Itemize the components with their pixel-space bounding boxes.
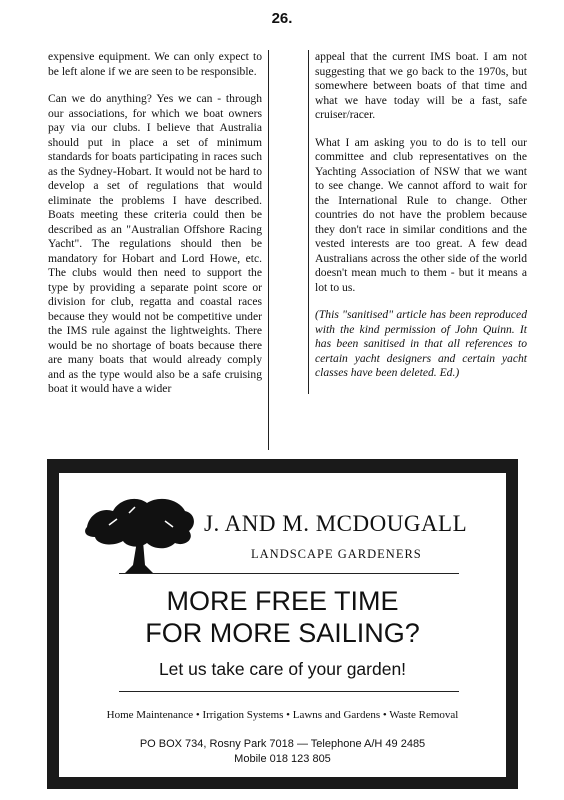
divider [119,691,459,692]
article-left-column [48,50,269,450]
company-name: J. AND M. MCDOUGALL [204,511,468,536]
contact-info [59,737,506,767]
article-paragraph: Can we do anything? Yes we can - through our associations, for which we boat owners pay via our clubs. I believe that Australia should put in place a set of minimum standards for boats participating in races such as the Sydney-Hobart. It would not be hard to develop a set of regulations that would eliminate the problems I have described. Boats meeting these criteria could then be described as an "Australian Offshore Racing Yacht". The regulations should then be mandatory for Hobart and Lord Howe, etc. The clubs would then need to support the type by providing a separate point score or division for club, regatta and coastal races because they would not be competitive under the IMS rule against the lightweights. There would be no shortage of boats because there are many boats that would already comply and as the type would also be a safe cruising boat it would have a wider [48,92,262,395]
contact-address: PO BOX 734, Rosny Park 7018 — Telephone A/H 49 2485 [139,738,426,750]
services-list: Home Maintenance • Irrigation Systems • Lawns and Gardens • Waste Removal [106,709,459,721]
divider [119,573,459,574]
editor-note: (This "sanitised" article has been reproduced with the kind permission of John Quinn. It has been sanitised in that all references to certain yacht designers and certain yacht classes have been deleted. Ed.) [315,308,527,379]
ad-headline-line-1: MORE FREE TIME [166,586,399,616]
article-paragraph: What I am asking you to do is to tell our committee and club representatives on the Yachting Association of NSW that we want to see change. We cannot afford to wait for the International Rule to change. Other countries do not have the problem because they don't race in similar conditions and the vested interests are too great. A few dead Australians across the other side of the world doesn't mean much to them - but it means a lot to us. [315,135,527,294]
ad-tagline: Let us take care of your garden! [158,659,407,679]
article-paragraph: expensive equipment. We can only expect to be left alone if we are seen to be responsible. [48,50,262,78]
article-paragraph: appeal that the current IMS boat. I am not suggesting that we go back to the 1970s, but somewhere between boats of that time and what we have today will be a fast, safe cruiser/racer. [315,50,527,121]
page-number: 26. [271,10,293,27]
contact-mobile: Mobile 018 123 805 [234,753,331,765]
ad-headline-line-2: FOR MORE SAILING? [145,618,420,648]
article-right-column [308,50,527,394]
advertisement [47,459,518,789]
tree-icon [79,485,199,575]
company-subtitle: LANDSCAPE GARDENERS [251,547,422,561]
